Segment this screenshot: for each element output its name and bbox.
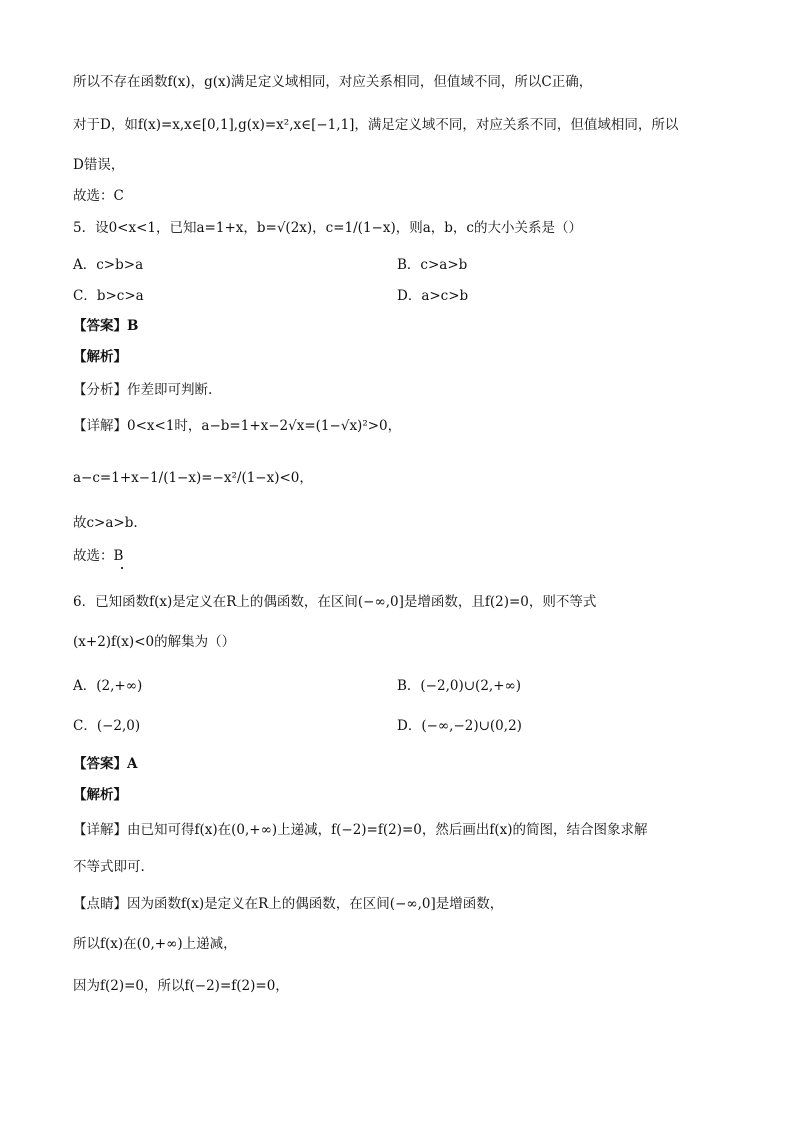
- q6-dianjing: 【点睛】因为函数f(x)是定义在R上的偶函数，在区间(−∞,0]是增函数，: [73, 896, 504, 912]
- q6-line-1: 所以f(x)在(0,+∞)上递减，: [73, 936, 237, 952]
- q5-option-b: B．c>a>b: [397, 257, 468, 273]
- q6-option-a: A．(2,+∞): [73, 678, 143, 694]
- q5-option-d: D．a>c>b: [397, 288, 469, 304]
- q5-detail-1: 【详解】0<x<1时，a−b=1+x−2√x=(1−√x)²>0，: [73, 418, 402, 434]
- q5-answer: 【答案】B: [73, 318, 139, 334]
- q5-choose: 故选：B: [73, 548, 124, 564]
- q5-fenxi: 【分析】作差即可判断.: [73, 382, 213, 398]
- text-line: 故选：C: [73, 188, 124, 204]
- stray-dot: [121, 567, 123, 569]
- q6-option-d: D．(−∞,−2)∪(0,2): [397, 718, 522, 734]
- q6-option-c: C．(−2,0): [73, 718, 141, 734]
- q6-answer: 【答案】A: [73, 756, 138, 772]
- question-6-stem-2: (x+2)f(x)<0的解集为（）: [73, 634, 236, 650]
- text-line: 所以不存在函数f(x)，g(x)满足定义域相同，对应关系相同，但值域不同，所以C正确，: [73, 74, 593, 90]
- question-6-stem-1: 6．已知函数f(x)是定义在R上的偶函数，在区间(−∞,0]是增函数，且f(2)=0，则不等式: [73, 594, 597, 610]
- q5-detail-2: a−c=1+x−1/(1−x)=−x²/(1−x)<0，: [73, 470, 313, 486]
- q5-conclusion: 故c>a>b.: [73, 515, 138, 531]
- q5-option-a: A．c>b>a: [73, 257, 144, 273]
- q6-detail-1: 【详解】由已知可得f(x)在(0,+∞)上递减，f(−2)=f(2)=0，然后画出f(x)的简图，结合图象求解: [73, 822, 648, 838]
- q6-line-2: 因为f(2)=0，所以f(−2)=f(2)=0，: [73, 978, 289, 994]
- q6-detail-2: 不等式即可.: [73, 859, 145, 875]
- q6-analysis-heading: 【解析】: [73, 787, 127, 803]
- q5-analysis-heading: 【解析】: [73, 349, 127, 365]
- question-5-stem: 5．设0<x<1，已知a=1+x，b=√(2x)，c=1/(1−x)，则a，b，c的大小关系是（）: [73, 220, 582, 236]
- text-line: 对于D，如f(x)=x,x∈[0,1],g(x)=x²,x∈[−1,1]，满足定义域不同，对应关系不同，但值域相同，所以: [73, 117, 679, 133]
- text-line: D错误，: [73, 157, 125, 173]
- q6-option-b: B．(−2,0)∪(2,+∞): [397, 678, 522, 694]
- q5-option-c: C．b>c>a: [73, 288, 144, 304]
